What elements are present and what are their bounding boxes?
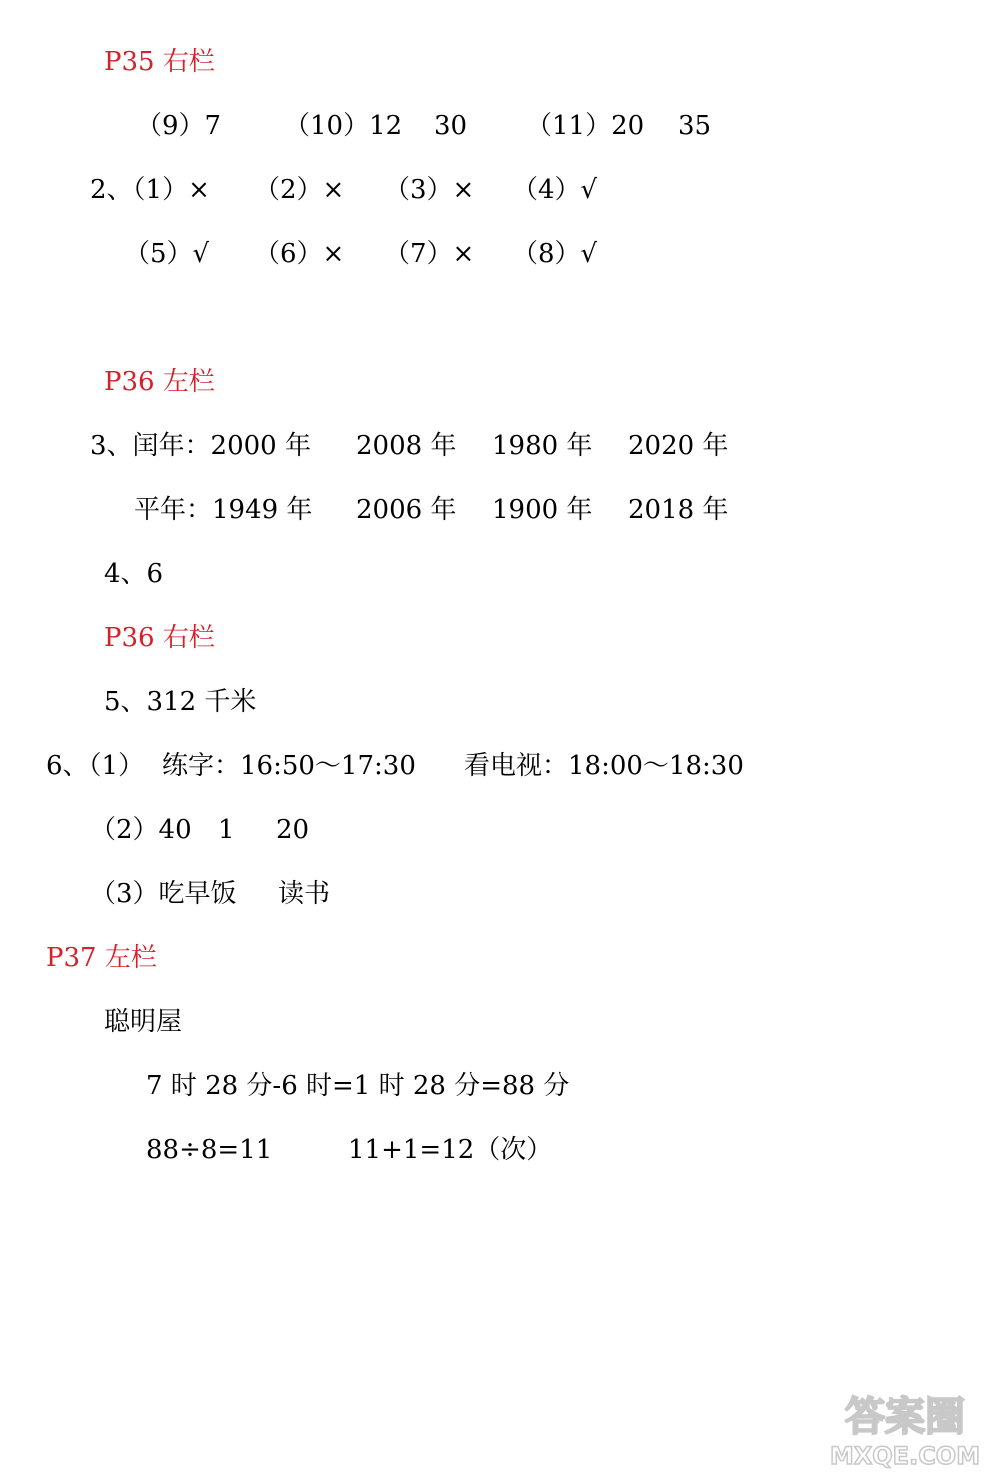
answer-item: （5）√ bbox=[124, 239, 210, 269]
answer-item: 35 bbox=[678, 111, 712, 141]
answer-item: （3）吃早饭 bbox=[90, 879, 237, 909]
answer-item: 3、闰年：2000 年 bbox=[90, 431, 311, 461]
answer-item: 6、（1） bbox=[46, 751, 145, 781]
answer-item: 88÷8=11 bbox=[146, 1135, 273, 1165]
answer-item: （2）40 bbox=[90, 815, 192, 845]
section-header-p37-left: P37 左栏 bbox=[46, 943, 157, 973]
answer-item: 平年：1949 年 bbox=[134, 495, 313, 525]
answer-row-2-part2 bbox=[0, 238, 1000, 270]
answer-item: （2）× bbox=[254, 175, 345, 205]
answer-item: 2018 年 bbox=[628, 495, 729, 525]
watermark-text: 答案圈 bbox=[845, 1394, 965, 1440]
answer-row-smart-house-title: 聪明屋 bbox=[104, 1007, 183, 1037]
answer-row-division bbox=[0, 1134, 1000, 1166]
answer-item: 1900 年 bbox=[492, 495, 593, 525]
answer-item: 30 bbox=[434, 111, 468, 141]
answer-item: （6）× bbox=[254, 239, 345, 269]
answer-row-4: 4、6 bbox=[104, 559, 164, 589]
answer-item: 2、（1）× bbox=[90, 175, 210, 205]
answer-item: 2008 年 bbox=[356, 431, 457, 461]
answer-item: 读书 bbox=[278, 879, 331, 909]
answer-item: 1980 年 bbox=[492, 431, 593, 461]
answer-row-common-years bbox=[0, 494, 1000, 526]
answer-row-6-1 bbox=[0, 750, 1000, 782]
answer-item: 1 bbox=[218, 815, 235, 845]
section-header-p35-right: P35 右栏 bbox=[104, 47, 215, 77]
answer-item: 2006 年 bbox=[356, 495, 457, 525]
answer-row-5: 5、312 千米 bbox=[104, 687, 257, 717]
answer-item: 练字：16:50～17:30 bbox=[162, 751, 416, 781]
answer-item: 2020 年 bbox=[628, 431, 729, 461]
answer-item: （10）12 bbox=[284, 111, 403, 141]
answer-item: （9）7 bbox=[136, 111, 222, 141]
answer-row-leap-years bbox=[0, 430, 1000, 462]
answer-row-time-calc: 7 时 28 分-6 时=1 时 28 分=88 分 bbox=[146, 1071, 570, 1101]
answer-item: （11）20 bbox=[526, 111, 645, 141]
answer-row-6-3 bbox=[0, 878, 1000, 910]
answer-item: （3）× bbox=[384, 175, 475, 205]
answer-item: 11+1=12（次） bbox=[348, 1135, 553, 1165]
answer-row-6-2 bbox=[0, 814, 1000, 846]
section-header-p36-right: P36 右栏 bbox=[104, 623, 215, 653]
answer-row-2-part1 bbox=[0, 174, 1000, 206]
section-header-p36-left: P36 左栏 bbox=[104, 367, 215, 397]
watermark-domain: MXQE.COM bbox=[829, 1442, 981, 1470]
answer-item: 看电视：18:00～18:30 bbox=[464, 751, 744, 781]
watermark-logo bbox=[820, 1388, 990, 1470]
answer-row-9-11 bbox=[0, 110, 1000, 142]
answer-item: （8）√ bbox=[512, 239, 598, 269]
answer-item: 20 bbox=[276, 815, 310, 845]
answer-item: （4）√ bbox=[512, 175, 598, 205]
answer-item: （7）× bbox=[384, 239, 475, 269]
